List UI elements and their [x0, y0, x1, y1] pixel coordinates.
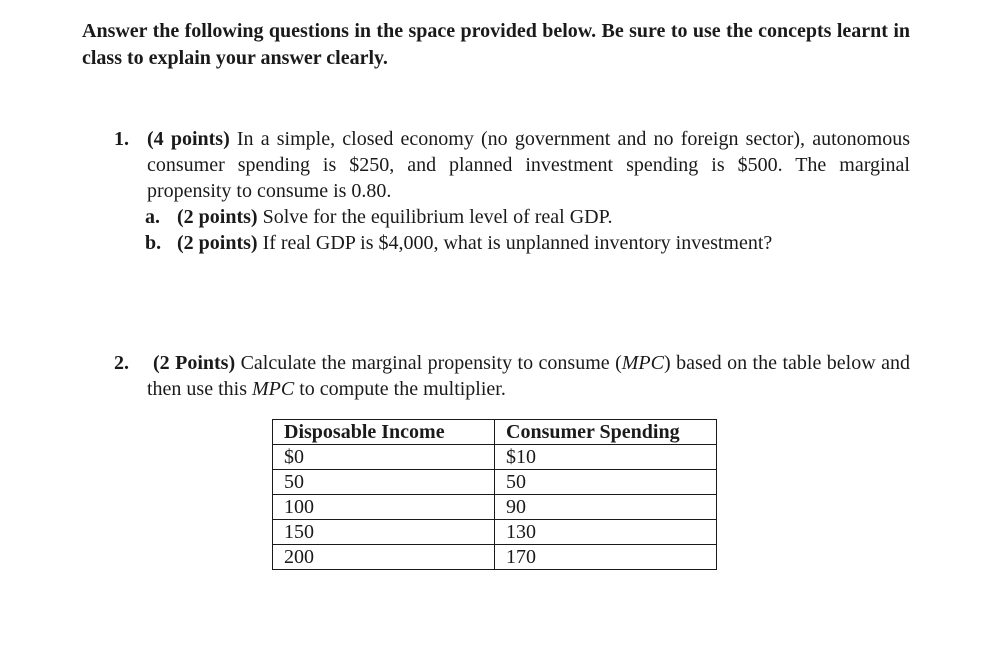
table-cell: 100 — [273, 495, 495, 520]
table-cell: $10 — [495, 445, 717, 470]
question-points: (4 points) — [147, 128, 230, 150]
question-number: 1. — [114, 128, 129, 150]
table-row — [273, 470, 717, 495]
sub-question-a — [145, 204, 910, 230]
sub-question-b — [145, 230, 910, 256]
question-body — [147, 350, 910, 402]
table-cell: 130 — [495, 520, 717, 545]
sub-question-letter: b. — [145, 232, 162, 254]
question-text: In a simple, closed economy (no government and no foreign sector), autonomous consumer spending is $250, and planned investment spending is $500. The marginal propensity to consume is 0.80. — [147, 128, 910, 202]
question-points: (2 Points) — [153, 352, 236, 374]
table-cell: 150 — [273, 520, 495, 545]
column-header-consumer-spending: Consumer Spending — [495, 420, 717, 445]
mpc-term: MPC — [621, 352, 664, 374]
table-cell: 90 — [495, 495, 717, 520]
sub-question-points: (2 points) — [177, 206, 258, 228]
table-row — [273, 520, 717, 545]
question-text: Calculate the marginal propensity to consume ( — [235, 352, 622, 374]
table-cell: 200 — [273, 545, 495, 570]
table-cell: 50 — [495, 470, 717, 495]
question-body — [147, 126, 910, 204]
question-number: 2. — [114, 352, 129, 374]
table-cell: $0 — [273, 445, 495, 470]
table-row — [273, 445, 717, 470]
mpc-term: MPC — [252, 378, 295, 400]
income-spending-table — [272, 419, 717, 570]
question-text: to compute the multiplier. — [294, 378, 506, 400]
table-row — [273, 495, 717, 520]
sub-question-text: If real GDP is $4,000, what is unplanned inventory investment? — [257, 232, 773, 254]
table-cell: 50 — [273, 470, 495, 495]
table-cell: 170 — [495, 545, 717, 570]
sub-question-letter: a. — [145, 206, 160, 228]
sub-question-text: Solve for the equilibrium level of real GDP. — [257, 206, 613, 228]
sub-question-points: (2 points) — [177, 232, 258, 254]
column-header-disposable-income: Disposable Income — [273, 420, 495, 445]
question-1 — [114, 126, 910, 256]
question-text: ) based on the table below and then use this — [147, 352, 910, 400]
instructions: Answer the following questions in the space provided below. Be sure to use the concepts learnt in class to explain your answer clearly. — [82, 20, 910, 69]
table-header-row — [273, 420, 717, 445]
table-row — [273, 545, 717, 570]
question-2 — [114, 350, 910, 402]
